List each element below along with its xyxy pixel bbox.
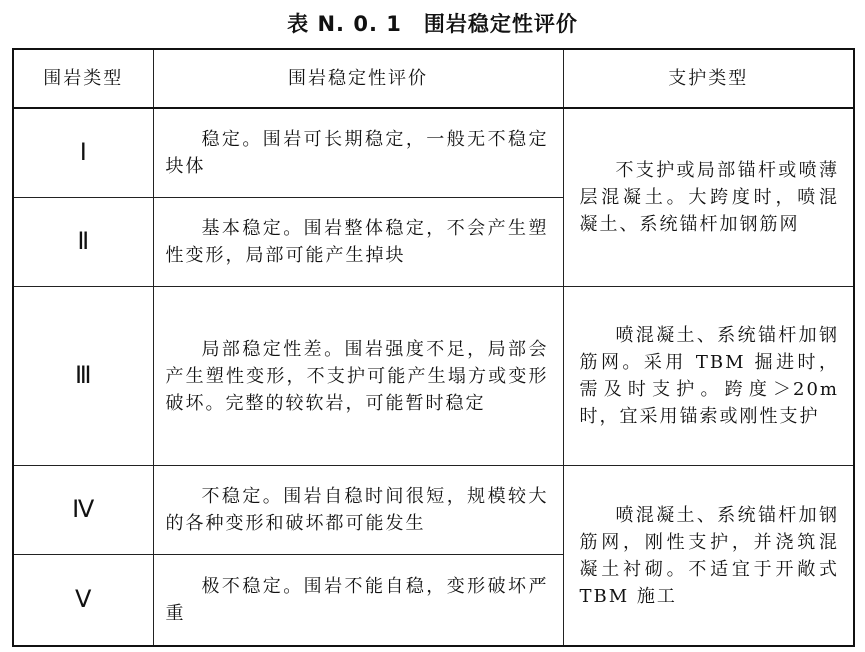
evaluation-text: 稳定。围岩可长期稳定，一般无不稳定块体 [165,129,549,177]
table-row [13,108,854,198]
support-text: 喷混凝土、系统锚杆加钢筋网，刚性支护，并浇筑混凝土衬砌。不适宜于开敞式 TBM 施工 [579,504,839,607]
support-cell [563,466,854,647]
rock-type-cell: Ⅰ [13,108,153,198]
header-stability-evaluation: 围岩稳定性评价 [153,49,563,108]
support-text: 喷混凝土、系统锚杆加钢筋网。采用 TBM 掘进时，需及时支护。跨度＞20m时，宜采用锚索或刚性支护 [579,325,839,427]
rock-type-cell: Ⅳ [13,466,153,555]
evaluation-text: 局部稳定性差。围岩强度不足，局部会产生塑性变形，不支护可能产生塌方或变形破坏。完整的较软岩，可能暂时稳定 [165,338,549,414]
rock-type-cell: Ⅴ [13,555,153,647]
support-text: 不支护或局部锚杆或喷薄层混凝土。大跨度时，喷混凝土、系统锚杆加钢筋网 [579,160,839,235]
evaluation-cell [153,198,563,287]
rock-stability-table [12,48,855,647]
header-row [13,49,854,108]
evaluation-text: 极不稳定。围岩不能自稳，变形破坏严重 [165,576,549,624]
table-row [13,287,854,466]
evaluation-text: 基本稳定。围岩整体稳定，不会产生塑性变形，局部可能产生掉块 [165,218,549,266]
evaluation-cell [153,108,563,198]
rock-type-cell: Ⅱ [13,198,153,287]
header-support-type: 支护类型 [563,49,854,108]
rock-type-cell: Ⅲ [13,287,153,466]
evaluation-cell [153,555,563,647]
evaluation-cell [153,287,563,466]
header-rock-type: 围岩类型 [13,49,153,108]
support-cell [563,287,854,466]
evaluation-cell [153,466,563,555]
table-row [13,466,854,555]
table-title: 表 N. 0. 1 围岩稳定性评价 [287,12,578,36]
evaluation-text: 不稳定。围岩自稳时间很短，规模较大的各种变形和破坏都可能发生 [165,486,549,534]
support-cell [563,108,854,287]
